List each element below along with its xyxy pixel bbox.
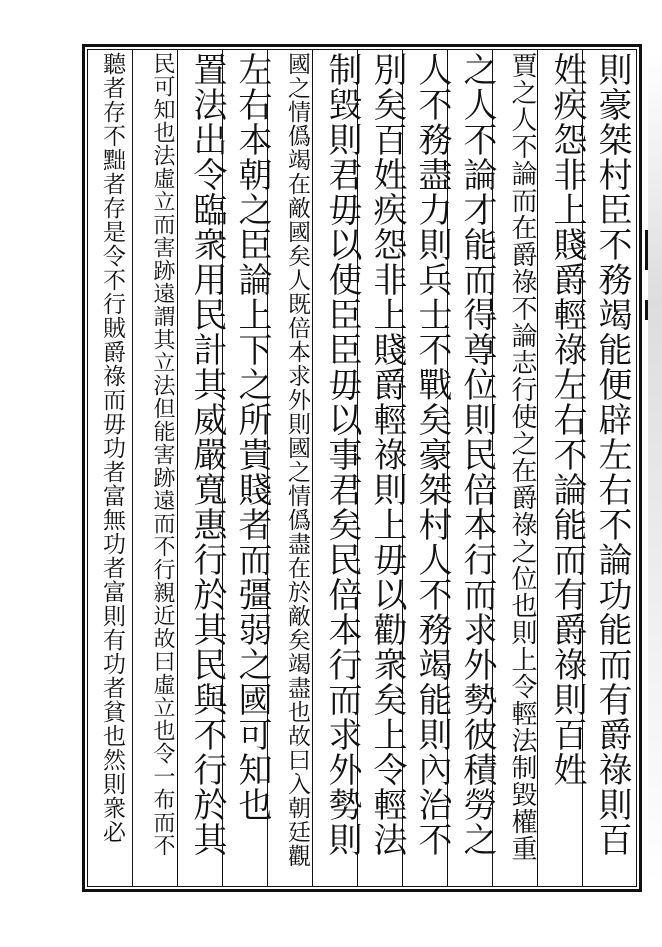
- text-column-12: 聽者存不黜者存是令不行賊爵祿而毋功者富無功者富則有功者貧也然則衆必: [99, 52, 125, 844]
- text-column-3: 賈之人不論而在爵祿不論志行使之在爵祿之位也則上令輕法制毀權重: [507, 52, 537, 862]
- text-column-9: 左右本朝之臣論上下之所貴賤者而彊弱之國可知也: [232, 52, 272, 822]
- page-edge: [648, 52, 662, 884]
- text-column-5: 人不務盡力則兵士不戰矣豪桀村人不務竭能則內治不: [412, 52, 452, 857]
- text-column-8: 國之情僞竭在敵國矣人既倍本求外則國之情僞盡在於敵矣竭盡也故曰入朝廷觀: [284, 52, 310, 868]
- text-column-11: 民可知也法虛立而害跡遠謂其立法但能害跡遠而不行親近故曰虛立也令一布而不: [150, 52, 175, 857]
- text-column-10: 置法出令臨衆用民計其威嚴寬惠行於其民與不行於其: [187, 52, 227, 857]
- text-column-6: 別矣百姓疾怨非上賤爵輕祿則上毋以勸衆矣上令輕法: [367, 52, 407, 857]
- text-column-4: 之人不論才能而得尊位則民倍本行而求外勢彼積勞之: [457, 52, 497, 857]
- page-edge-mark: [645, 300, 648, 320]
- text-column-1: 則豪桀村臣不務竭能便辟左右不論功能而有爵祿則百: [592, 52, 632, 857]
- text-column-7: 制毀則君毋以使臣臣毋以事君矣民倍本行而求外勢則: [322, 52, 362, 857]
- column-divider: [132, 50, 133, 886]
- text-column-2: 姓疾怨非上賤爵輕祿左右不論能而有爵祿則百姓: [547, 52, 587, 787]
- page-edge-mark: [645, 230, 648, 270]
